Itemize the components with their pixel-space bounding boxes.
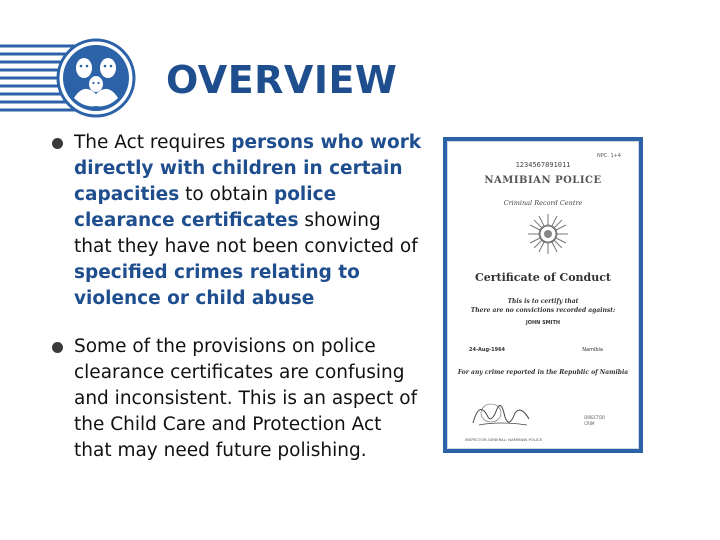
certificate-serial: 1234567891011 — [515, 161, 571, 169]
bullet-segment-highlight: persons who work directly with children in certain capacities — [74, 132, 422, 205]
certificate-inspector: INSPECTOR-GENERAL: NAMIBIAN POLICE — [465, 437, 543, 442]
bullet-item — [52, 130, 422, 312]
certificate-heading: Certificate of Conduct — [475, 271, 611, 284]
certificate-stamp-line: CRIM — [584, 421, 595, 426]
bullet-dot-icon — [52, 138, 63, 149]
certificate-image — [443, 137, 643, 453]
signature-image — [469, 395, 539, 433]
certificate-statement-line: This is to certify that — [507, 298, 579, 305]
bullet-segment-highlight: police clearance certificates — [74, 184, 337, 231]
bullet-list — [52, 130, 422, 486]
certificate-statement — [453, 297, 633, 315]
bullet-dot-icon — [52, 342, 63, 353]
bullet-segment: The Act requires — [74, 132, 232, 153]
bullet-segment: to obtain — [179, 184, 274, 205]
certificate-department: Criminal Record Centre — [503, 199, 583, 207]
certificate-crime-note: For any crime reported in the Republic of Namibia — [457, 369, 629, 376]
certificate-issuer: NAMIBIAN POLICE — [484, 175, 602, 186]
certificate-statement-line: There are no convictions recorded against: — [470, 307, 616, 314]
bullet-segment-highlight: specified crimes relating to violence or child abuse — [74, 262, 360, 309]
certificate-stamp-line: DIRECTOR — [584, 415, 605, 420]
bullet-item — [52, 334, 422, 464]
page-title: OVERVIEW — [166, 58, 398, 102]
certificate-stamp — [584, 415, 605, 427]
certificate-holder: JOHN SMITH — [525, 320, 561, 326]
bullet-text: Some of the provisions on police clearance certificates are confusing and inconsistent. This is an aspect of the Child Care and Protection Act that may need future polishing. — [74, 336, 418, 461]
bullet-text — [74, 132, 421, 309]
certificate-document — [453, 147, 633, 443]
certificate-date: 24-Aug-1964 — [469, 347, 506, 353]
family-logo-icon — [56, 38, 136, 118]
police-emblem-icon — [527, 213, 569, 255]
bullet-segment: showing that they have not been convicted of — [74, 210, 418, 257]
certificate-place: Namibia — [582, 347, 603, 353]
certificate-corner-ref: NPC. 1+4 — [597, 153, 621, 159]
